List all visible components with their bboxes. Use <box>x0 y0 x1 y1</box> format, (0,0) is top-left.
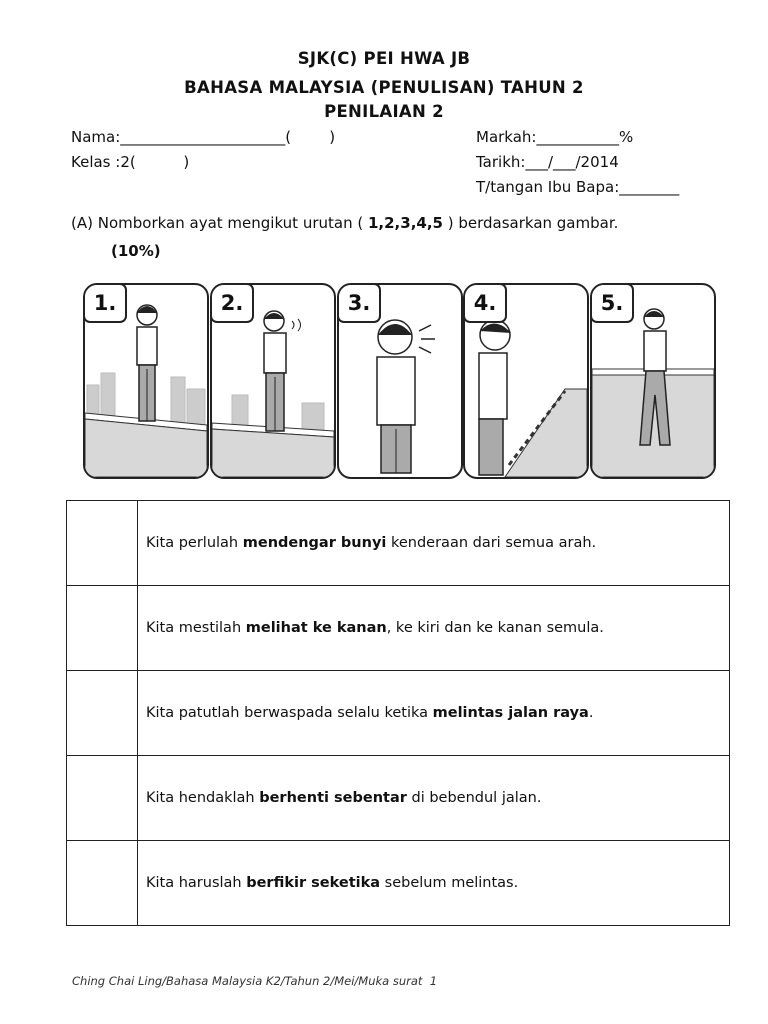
marks-percentage: (10%) <box>111 242 161 260</box>
sentence-text: Kita perlulah <box>146 535 243 551</box>
parent-signature-field: T/tangan Ibu Bapa:________ <box>476 178 680 196</box>
table-row <box>67 671 730 756</box>
panel-number-2: 2. <box>210 283 254 323</box>
picture-panel-1 <box>83 283 209 479</box>
sentence-text: . <box>588 705 594 721</box>
sentence-keyword: berhenti sebentar <box>259 790 407 806</box>
table-row <box>67 586 730 671</box>
school-name: SJK(C) PEI HWA JB <box>297 49 471 68</box>
page-footer: Ching Chai Ling/Bahasa Malaysia K2/Tahun 2/Mei/Muka surat 1 <box>72 974 438 988</box>
instruction-prefix: (A) Nomborkan ayat mengikut urutan ( <box>71 214 368 232</box>
assessment-title: PENILAIAN 2 <box>324 102 444 121</box>
sentence-text: sebelum melintas. <box>380 875 519 891</box>
answer-cell-4[interactable] <box>67 756 138 841</box>
sentence-text: di bebendul jalan. <box>406 790 542 806</box>
sentence-keyword: melintas jalan raya <box>432 705 589 721</box>
name-field: Nama:______________________( ) <box>71 128 336 146</box>
sentence-cell-3 <box>138 671 730 756</box>
answer-cell-3[interactable] <box>67 671 138 756</box>
instruction-suffix: ) berdasarkan gambar. <box>442 214 619 232</box>
sentence-keyword: melihat ke kanan <box>245 620 387 636</box>
sentence-text: Kita haruslah <box>146 875 247 891</box>
sentence-text: , ke kiri dan ke kanan semula. <box>386 620 604 636</box>
panel-number-5: 5. <box>590 283 634 323</box>
answer-cell-2[interactable] <box>67 586 138 671</box>
sentence-text: Kita patutlah berwaspada selalu ketika <box>146 705 433 721</box>
panel-number-4: 4. <box>463 283 507 323</box>
panel-number-1: 1. <box>83 283 127 323</box>
sentence-text: kenderaan dari semua arah. <box>386 535 597 551</box>
table-row <box>67 756 730 841</box>
picture-panel-2 <box>210 283 336 479</box>
sentence-keyword: mendengar bunyi <box>242 535 387 551</box>
table-row <box>67 841 730 926</box>
instruction <box>71 214 618 232</box>
sentence-text: Kita hendaklah <box>146 790 260 806</box>
panel-number-3: 3. <box>337 283 381 323</box>
date-field: Tarikh:___/___/2014 <box>476 153 619 171</box>
instruction-sequence: 1,2,3,4,5 <box>367 214 443 232</box>
table-row <box>67 501 730 586</box>
sentence-cell-1 <box>138 501 730 586</box>
subject-title: BAHASA MALAYSIA (PENULISAN) TAHUN 2 <box>184 78 584 97</box>
picture-panel-5 <box>590 283 716 479</box>
answer-cell-5[interactable] <box>67 841 138 926</box>
sentence-cell-5 <box>138 841 730 926</box>
picture-panel-3 <box>337 283 463 479</box>
sentence-ordering-table <box>66 500 730 926</box>
sentence-text: Kita mestilah <box>146 620 246 636</box>
class-field: Kelas :2( ) <box>71 153 190 171</box>
picture-panel-4 <box>463 283 589 479</box>
sentence-cell-4 <box>138 756 730 841</box>
answer-cell-1[interactable] <box>67 501 138 586</box>
marks-field: Markah:___________% <box>476 128 634 146</box>
sentence-cell-2 <box>138 586 730 671</box>
sentence-keyword: berfikir seketika <box>246 875 381 891</box>
